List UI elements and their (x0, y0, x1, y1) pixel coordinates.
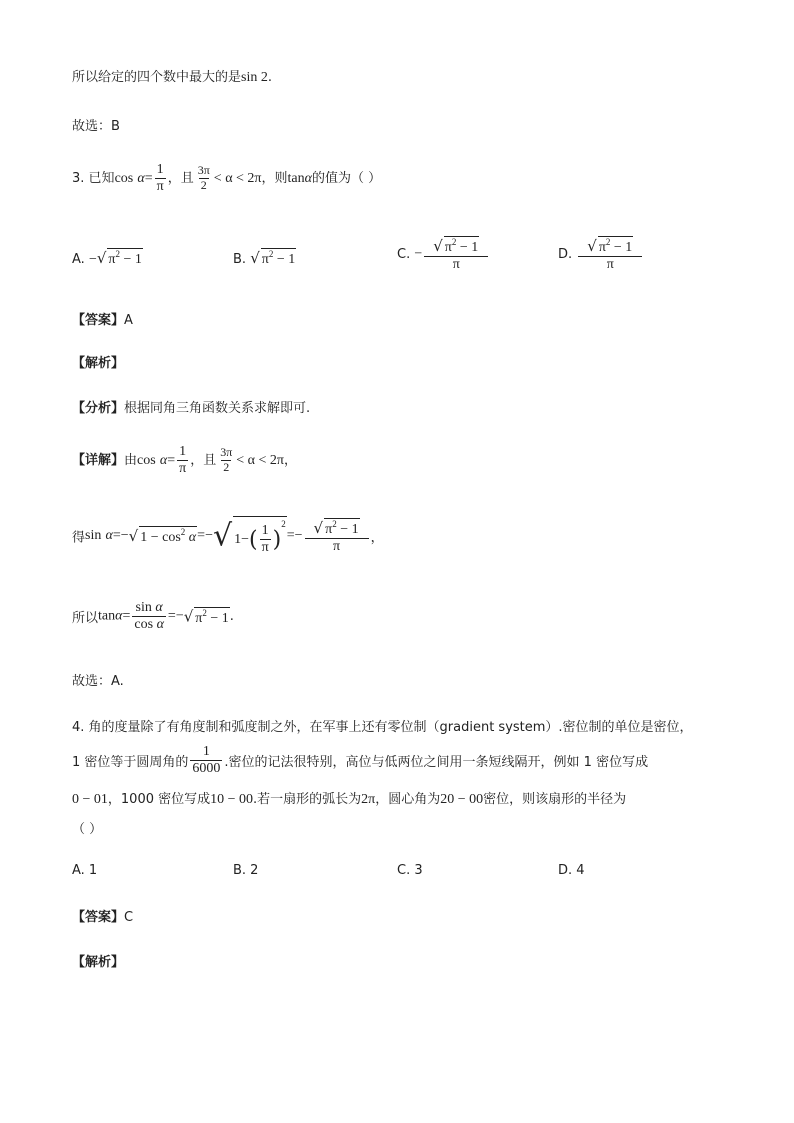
fraction-3pi-over-2: $\frac{3\pi}{2}$ (197, 163, 210, 193)
choice-line-a: 故选：A. (72, 674, 124, 689)
analysis-header-4: 【解析】 (72, 955, 125, 970)
option-4-c: C. 3 (397, 863, 423, 878)
detail-line-1: 【详解】由cos α= $\frac{1}{\pi}$ ，且 $\frac{3\pi}{2}$ < α < 2π， (72, 444, 297, 477)
option-b: B. √ $\pi^2 - 1$ (233, 249, 296, 267)
question-4-line-2: 1 密位等于圆周角的 $\frac{1}{6000}$ .密位的记法很特别，高位与低两位之间用一条短线隔开，例如 1 密位写成 (72, 744, 649, 777)
option-4-b: B. 2 (233, 863, 259, 878)
option-4-d: D. 4 (558, 863, 585, 878)
option-4-a: A. 1 (72, 863, 98, 878)
detail-line-2: 得sin α=−√ $1 - \cos^2 \alpha=-√$ 1−( $\frac{1}{\pi}$ )$^2$=− $\frac{√ \pi^2 - 1}{\pi}$ ， (72, 516, 384, 556)
math-sin2: sin 2 (241, 70, 268, 85)
analysis-header-3: 【解析】 (72, 356, 125, 371)
question-4-line-4: （ ） (72, 822, 103, 837)
answer-3: 【答案】A (72, 313, 133, 328)
text-line-conclusion: 所以给定的四个数中最大的是sin 2. (72, 70, 272, 85)
question-3: 3. 已知cos α= $\frac{1}{\pi}$ ，且 $\frac{3\pi}{2}$ < α < 2π，则tanα的值为（ ） (72, 162, 382, 195)
fraction-1-over-pi: $\frac{1}{\pi}$ (156, 162, 164, 195)
answer-4: 【答案】C (72, 910, 134, 925)
detail-line-3: 所以tanα= $\frac{\text{sin α}}{\text{cos α}}$ =−√ $\pi^2 - 1$. (72, 600, 234, 633)
question-4-line-3: 0 − 01，1000 密位写成10 − 00.若一扇形的弧长为2π，圆心角为20 − 00密位，则该扇形的半径为 (72, 792, 627, 807)
option-c: C. − $\frac{√ \pi^2 - 1}{\pi}$ (397, 236, 490, 273)
text: 所以给定的四个数中最大的是 (72, 70, 242, 85)
question-4-line-1: 4. 角的度量除了有角度制和弧度制之外，在军事上还有零位制（gradient system）.密位制的单位是密位， (72, 720, 693, 735)
option-a: A. −√ $\pi^2 - 1$ (72, 249, 142, 267)
text-line-choice-b: 故选：B (72, 119, 120, 134)
analysis-summary-3: 【分析】根据同角三角函数关系求解即可. (72, 401, 311, 416)
option-d: D. $\frac{√ \pi^2 - 1}{\pi}$ (558, 236, 644, 273)
